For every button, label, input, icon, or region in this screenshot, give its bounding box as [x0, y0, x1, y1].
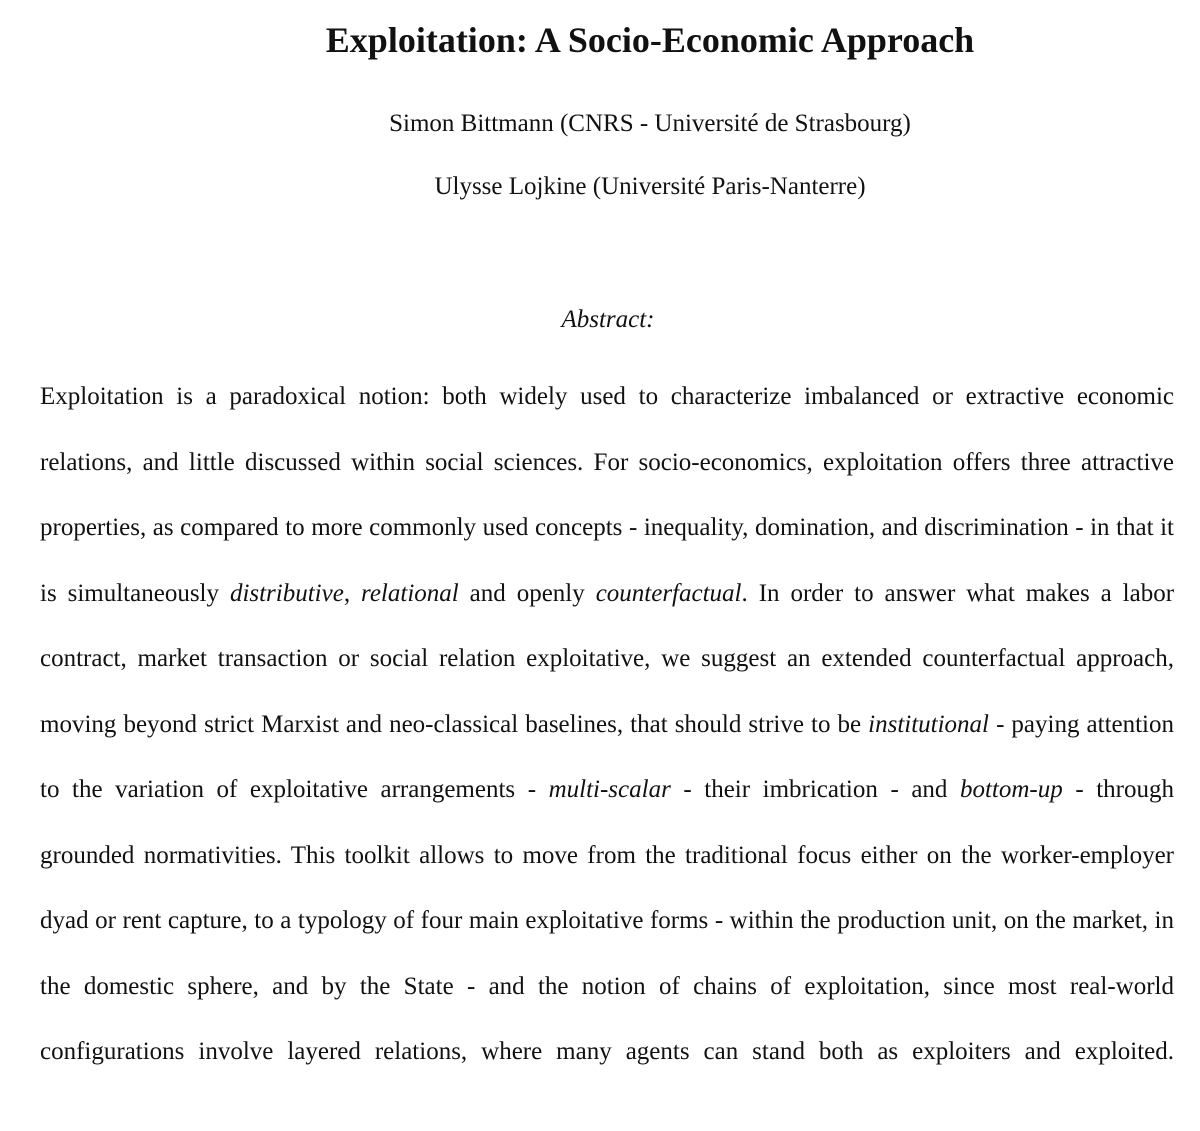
abstract-text-4: . In order to answer what makes a labor contract, market transaction or social relation exploitative, we suggest an extended counterfactual approach, moving beyond strict Marxist and neo-classical baselines, that should strive to be [40, 579, 1175, 738]
abstract-text-3: and openly [458, 579, 596, 607]
abstract-emphasis-bottom-up: bottom-up [959, 776, 1063, 803]
abstract-text-2: , [343, 579, 362, 607]
abstract-emphasis-multi-scalar: multi-scalar [548, 776, 671, 803]
abstract-text-5: - paying attention to the variation of exploitative arrangements - [40, 710, 1174, 803]
abstract-emphasis-counterfactual: counterfactual [595, 579, 742, 607]
abstract-emphasis-relational: relational [361, 579, 459, 607]
paper-title: Exploitation: A Socio-Economic Approach [325, 20, 975, 60]
abstract-text-6: - their imbrication - and [670, 776, 960, 803]
author-2: Ulysse Lojkine (Université Paris-Nanterre) [434, 173, 866, 200]
abstract-emphasis-distributive: distributive [229, 579, 344, 607]
abstract-heading: Abstract: [561, 306, 655, 333]
abstract-body [40, 364, 1174, 1085]
author-1: Simon Bittmann (CNRS - Université de Strasbourg) [389, 110, 911, 137]
abstract-text-7: - through grounded normativities. This toolkit allows to move from the traditional focus either on the worker-employer dyad or rent capture, to a typology of four main exploitative forms - within the production unit, on the market, in the domestic sphere, and by the State - and the notion of chains of exploitation, since most real-world configurations involve layered relations, where many agents can stand both as exploiters and exploited. [40, 776, 1174, 1065]
abstract-emphasis-institutional: institutional [868, 710, 990, 738]
abstract-text-1: Exploitation is a paradoxical notion: both widely used to characterize imbalanced or extractive economic relations, and little discussed within social sciences. For socio-economics, exploitation offers three attractive properties, as compared to more commonly used concepts - inequality, domination, and discrimination - in that it is simultaneously [40, 383, 1174, 607]
